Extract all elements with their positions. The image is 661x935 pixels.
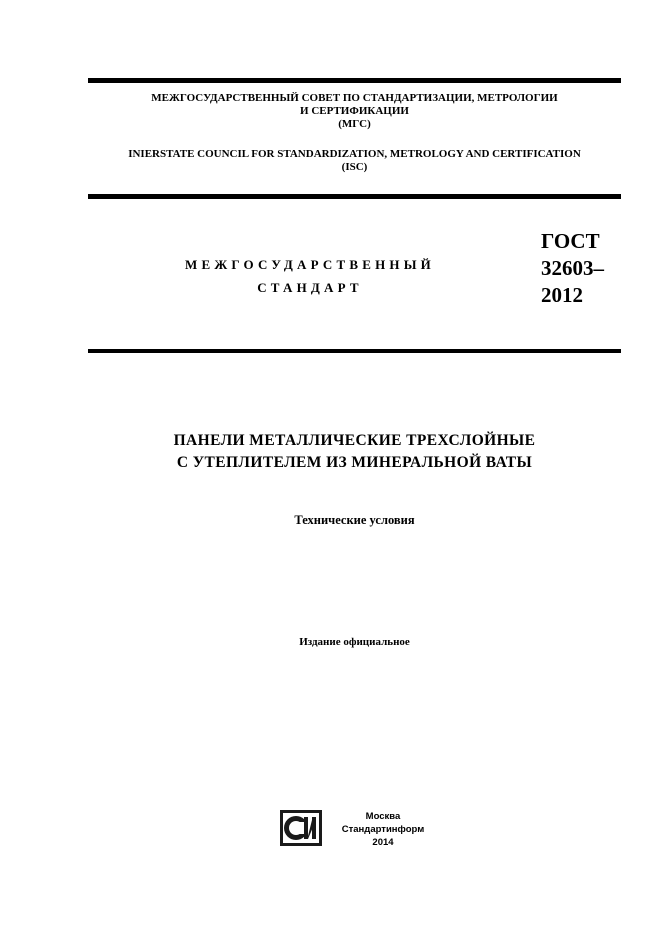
council-ru bbox=[88, 92, 621, 131]
document-subtitle: Технические условия bbox=[294, 513, 415, 527]
publisher-year: 2014 bbox=[372, 837, 394, 848]
gost-number: 32603– bbox=[541, 256, 604, 280]
gost-label: ГОСТ bbox=[541, 229, 600, 253]
council-ru-line1: МЕЖГОСУДАРСТВЕННЫЙ СОВЕТ ПО СТАНДАРТИЗАЦИИ, МЕТРОЛОГИИ bbox=[151, 92, 558, 104]
council-ru-line2: И СЕРТИФИКАЦИИ bbox=[300, 105, 409, 117]
council-bottom-rule bbox=[88, 194, 621, 199]
council-en-abbr: (ISC) bbox=[341, 161, 368, 173]
council-en bbox=[88, 148, 621, 174]
council-en-line1: INIERSTATE COUNCIL FOR STANDARDIZATION, METROLOGY AND CERTIFICATION bbox=[128, 148, 581, 160]
top-rule bbox=[88, 78, 621, 83]
standard-word: СТАНДАРТ bbox=[257, 280, 363, 295]
header-bottom-rule bbox=[88, 349, 621, 353]
title-line1: ПАНЕЛИ МЕТАЛЛИЧЕСКИЕ ТРЕХСЛОЙНЫЕ bbox=[173, 432, 536, 449]
publisher-block bbox=[333, 810, 433, 849]
council-ru-abbr: (МГС) bbox=[338, 118, 371, 130]
edition-note: Издание официальное bbox=[299, 636, 410, 648]
gost-year: 2012 bbox=[541, 283, 583, 307]
interstate-word: МЕЖГОСУДАРСТВЕННЫЙ bbox=[185, 257, 435, 272]
title-line2: С УТЕПЛИТЕЛЕМ ИЗ МИНЕРАЛЬНОЙ ВАТЫ bbox=[176, 454, 533, 471]
publisher-name: Стандартинформ bbox=[341, 824, 425, 835]
gost-block bbox=[541, 228, 604, 309]
publisher-city: Москва bbox=[365, 811, 401, 822]
document-title bbox=[88, 430, 621, 474]
standartinform-logo-icon bbox=[280, 810, 322, 846]
